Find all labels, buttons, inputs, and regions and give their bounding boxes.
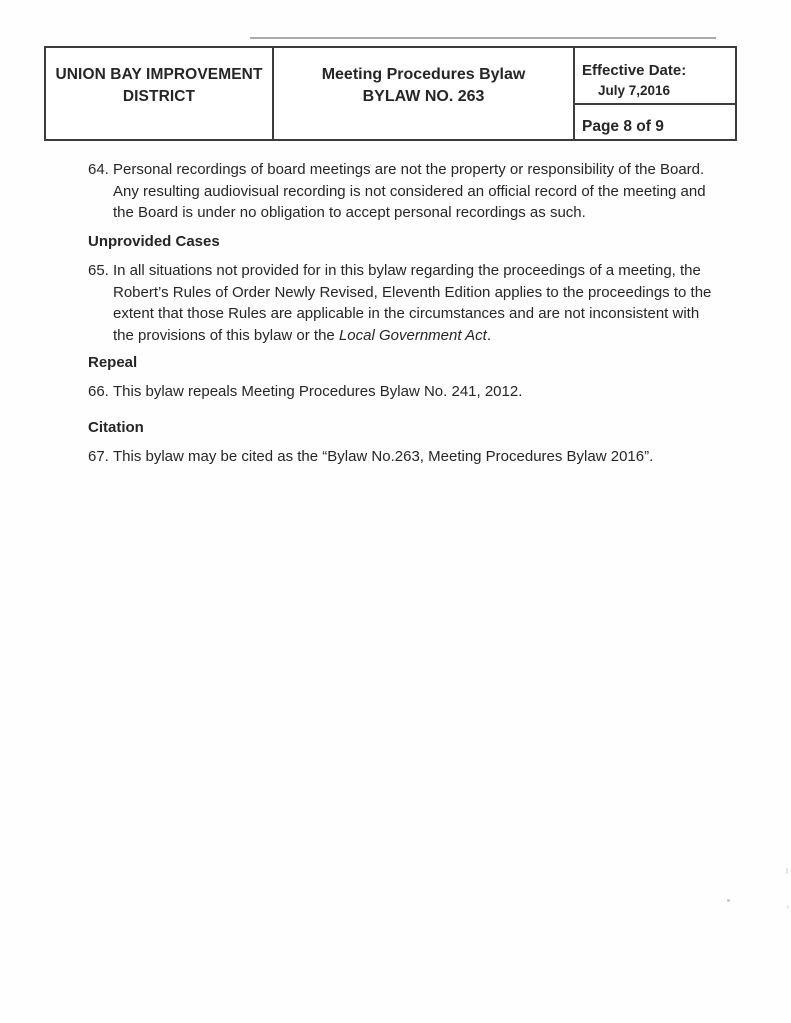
clause-number: 66. [88,383,109,400]
clause-number: 67. [88,448,109,465]
clause-number: 65. [88,262,109,279]
section-heading-unprovided-cases: Unprovided Cases [88,233,220,250]
section-heading-citation: Citation [88,419,144,436]
effective-date-value: July 7,2016 [598,83,671,98]
scan-edge-mark [787,905,789,909]
clause-text-italic: Local Government Act [338,326,487,344]
org-name-cell [46,48,274,139]
document-title-cell [274,48,575,139]
document-meta-cell [575,48,735,139]
bylaw-clause-66 [88,381,716,403]
clause-text: In all situations not provided for in this bylaw regarding the proceedings of a meeting, the Robert’s Rules of Order Newly Revised, Eleventh Edition applies to the proceedings to the extent that those Rules are applicable in the circumstances and are not inconsistent with the provisions of this bylaw or the [113,262,712,344]
scan-edge-mark [786,868,788,874]
clause-text-end: . [486,326,491,344]
document-title-line1: Meeting Procedures Bylaw [321,66,526,83]
clause-text: Personal recordings of board meetings are not the property or responsibility of the Board. Any resulting audiovisual recording is not considered an official record of the meeting and the Board is under no obligation to accept personal recordings as such. [113,161,706,221]
bylaw-clause-67 [88,446,716,468]
clause-text: This bylaw may be cited as the “Bylaw No.263, Meeting Procedures Bylaw 2016”. [113,448,654,465]
page-indicator-cell [575,105,735,139]
org-name-line2: DISTRICT [122,88,196,105]
effective-date-label: Effective Date: [582,62,687,79]
document-title-line2: BYLAW NO. 263 [362,88,485,105]
clause-number: 64. [88,161,109,178]
clause-text: This bylaw repeals Meeting Procedures Bylaw No. 241, 2012. [113,383,523,400]
org-name-line1: UNION BAY IMPROVEMENT [55,66,263,83]
scan-artifact-line [250,37,716,39]
bylaw-clause-64 [88,159,716,224]
section-heading-repeal: Repeal [88,354,138,371]
document-header-table [44,46,737,141]
scan-dust-speck [727,899,730,902]
effective-date-cell [575,48,735,105]
bylaw-clause-65 [88,260,716,346]
page-indicator: Page 8 of 9 [582,118,664,135]
